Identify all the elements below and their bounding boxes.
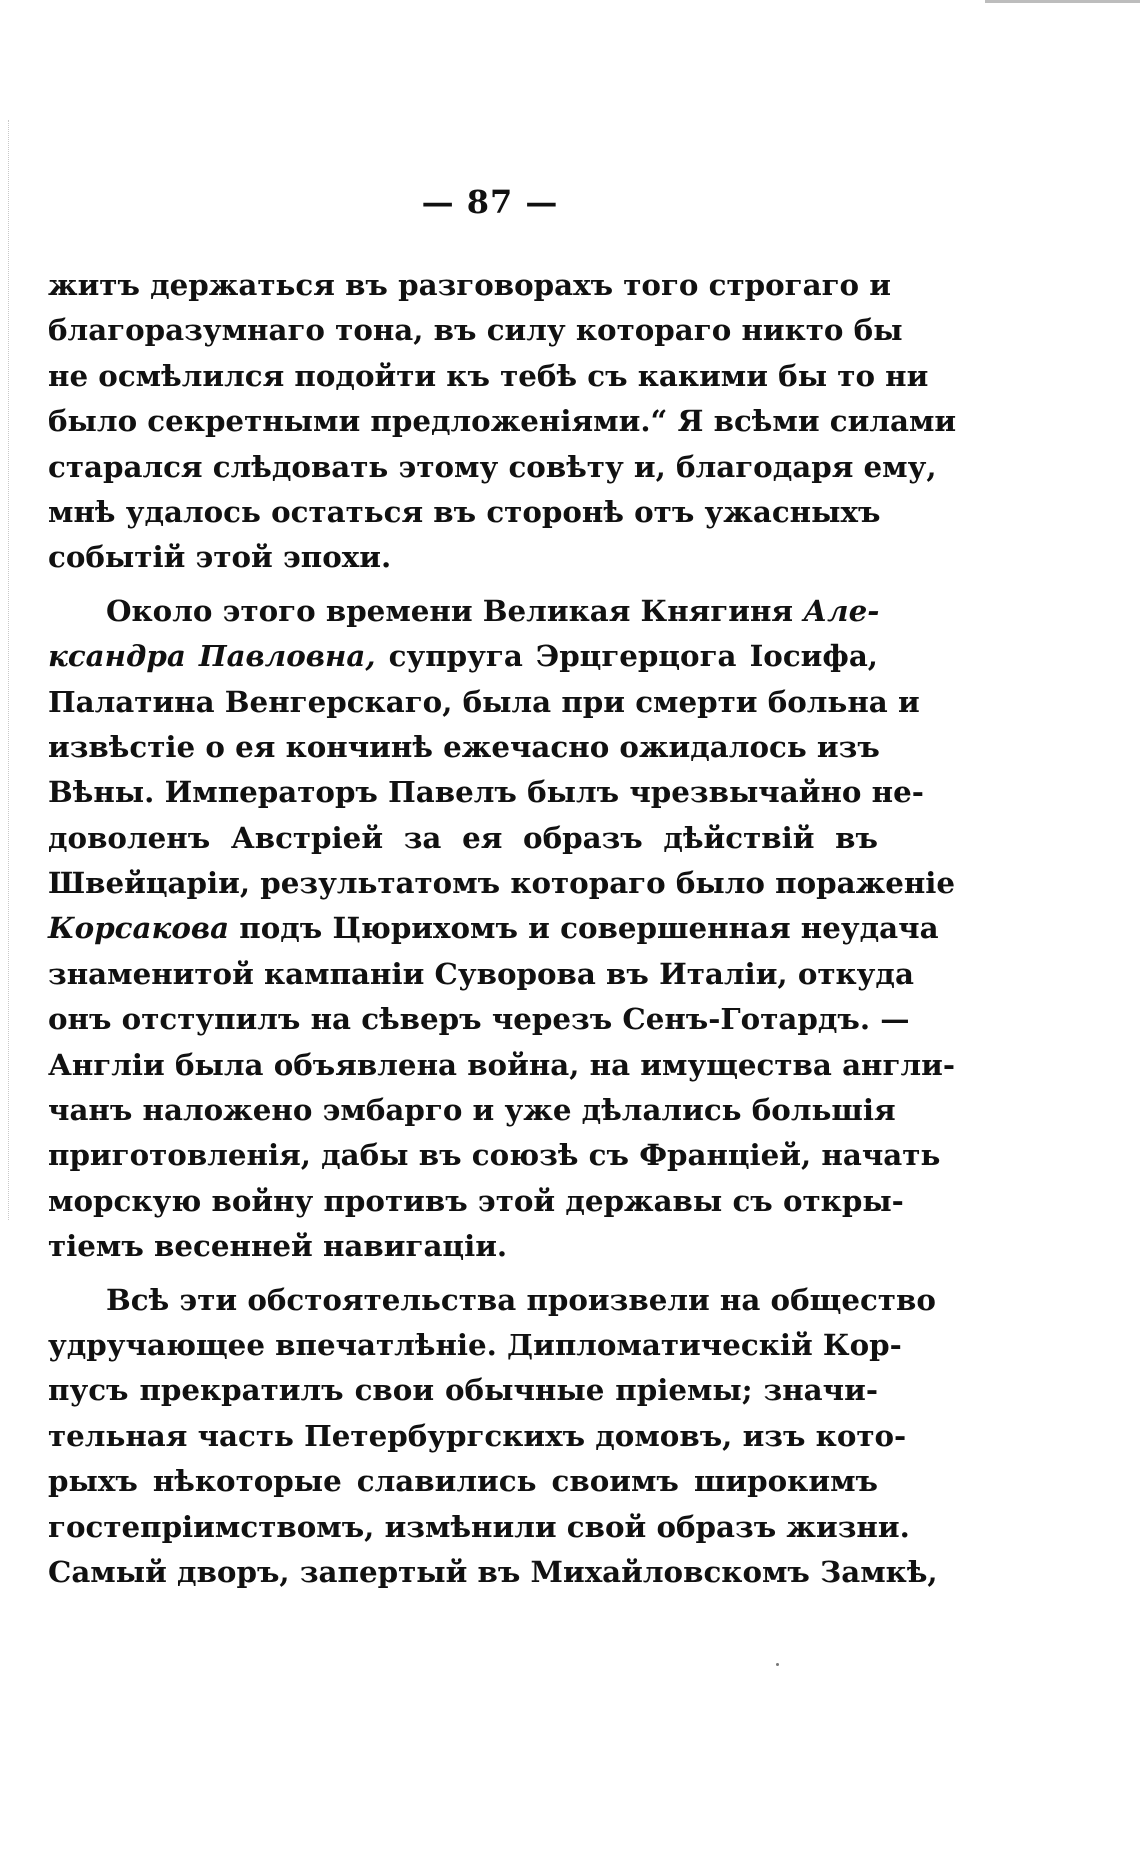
body-text [48, 262, 957, 1594]
text-line [48, 769, 924, 814]
text-run: житъ держаться въ разговорахъ того строгаго и [48, 267, 892, 302]
text-line [48, 1042, 956, 1087]
text-line [48, 1223, 878, 1268]
text-line [48, 1178, 904, 1223]
text-run: гостепріимствомъ, измѣнили свой образъ жизни. [48, 1508, 910, 1544]
italic-name: Але- [803, 592, 880, 628]
text-run: тіемъ весенней навигаціи. [48, 1228, 508, 1264]
text-line [48, 1367, 878, 1412]
text-run: благоразумнаго тона, въ силу котораго никто бы [48, 312, 903, 348]
text-run: морскую войну противъ этой державы съ откры- [48, 1182, 904, 1218]
text-run: не осмѣлился подойти къ тебѣ съ какими бы то ни [48, 357, 929, 393]
text-line [48, 1277, 936, 1322]
paragraph [48, 588, 956, 1269]
italic-name: ксандра Павловна, [48, 638, 376, 674]
text-line [48, 1413, 907, 1458]
text-run: мнѣ удалось остаться въ сторонѣ отъ ужасныхъ [48, 493, 881, 529]
text-line [48, 353, 929, 398]
text-line [48, 633, 878, 678]
text-line [48, 905, 939, 950]
text-line [48, 1458, 878, 1503]
italic-name: Корсакова [48, 910, 230, 946]
text-run: доволенъ Австріей за ея образъ дѣйствій въ [48, 819, 878, 855]
text-line [48, 1132, 941, 1177]
text-line [48, 996, 910, 1041]
text-run: старался слѣдовать этому совѣту и, благодаря ему, [48, 448, 937, 484]
text-line [48, 724, 878, 769]
paragraph [48, 1277, 938, 1595]
text-line [48, 489, 881, 534]
text-run: онъ отступилъ на сѣверъ черезъ Сенъ-Готардъ. — [48, 1001, 910, 1037]
text-line [48, 588, 878, 633]
text-run: Англіи была объявлена война, на имущества англи- [48, 1046, 956, 1082]
text-run: чанъ наложено эмбарго и уже дѣлались большія [48, 1092, 896, 1128]
text-line [48, 398, 957, 443]
text-line [48, 1087, 896, 1132]
text-line [48, 679, 920, 724]
text-run: подъ Цюрихомъ и совершенная неудача [229, 910, 939, 946]
text-run: событій этой эпохи. [48, 539, 392, 575]
scan-speck [776, 1663, 779, 1666]
text-line [48, 815, 878, 860]
text-run: Палатина Венгерскаго, была при смерти больна и [48, 683, 920, 719]
text-line [48, 1322, 902, 1367]
text-run: пусъ прекратилъ свои обычные пріемы; значи- [48, 1372, 878, 1408]
text-run: приготовленія, дабы въ союзѣ съ Франціей, начать [48, 1137, 941, 1173]
text-line [48, 951, 914, 996]
text-line [48, 1549, 938, 1594]
text-line [48, 444, 937, 489]
text-run: удручающее впечатлѣніе. Дипломатическій Кор- [48, 1326, 902, 1362]
text-run: Швейцаріи, результатомъ котораго было пораженіе [48, 865, 956, 901]
paragraph [48, 262, 957, 580]
text-run: знаменитой кампаніи Суворова въ Италіи, откуда [48, 955, 914, 991]
scan-edge-top [985, 0, 1140, 3]
text-run: рыхъ нѣкоторые славились своимъ широкимъ [48, 1463, 878, 1499]
text-run: Самый дворъ, запертый въ Михайловскомъ Замкѣ, [48, 1553, 938, 1589]
text-line [48, 307, 903, 352]
scan-edge-left [8, 120, 10, 1220]
text-run: было секретными предложеніями.“ Я всѣми силами [48, 403, 957, 439]
page-number: — 87 — [421, 183, 559, 221]
text-run: извѣстіе о ея кончинѣ ежечасно ожидалось изъ [48, 728, 880, 764]
text-line [48, 860, 956, 905]
text-run: супруга Эрцгерцога Іосифа, [375, 638, 879, 674]
text-run: Всѣ эти обстоятельства произвели на общество [106, 1281, 936, 1317]
text-line [48, 262, 892, 307]
text-run: тельная часть Петербургскихъ домовъ, изъ кото- [48, 1417, 907, 1453]
text-run: Вѣны. Императоръ Павелъ былъ чрезвычайно не- [48, 774, 924, 810]
text-run: Около этого времени Великая Княгиня [106, 592, 804, 628]
text-line [48, 534, 878, 579]
text-line [48, 1504, 910, 1549]
